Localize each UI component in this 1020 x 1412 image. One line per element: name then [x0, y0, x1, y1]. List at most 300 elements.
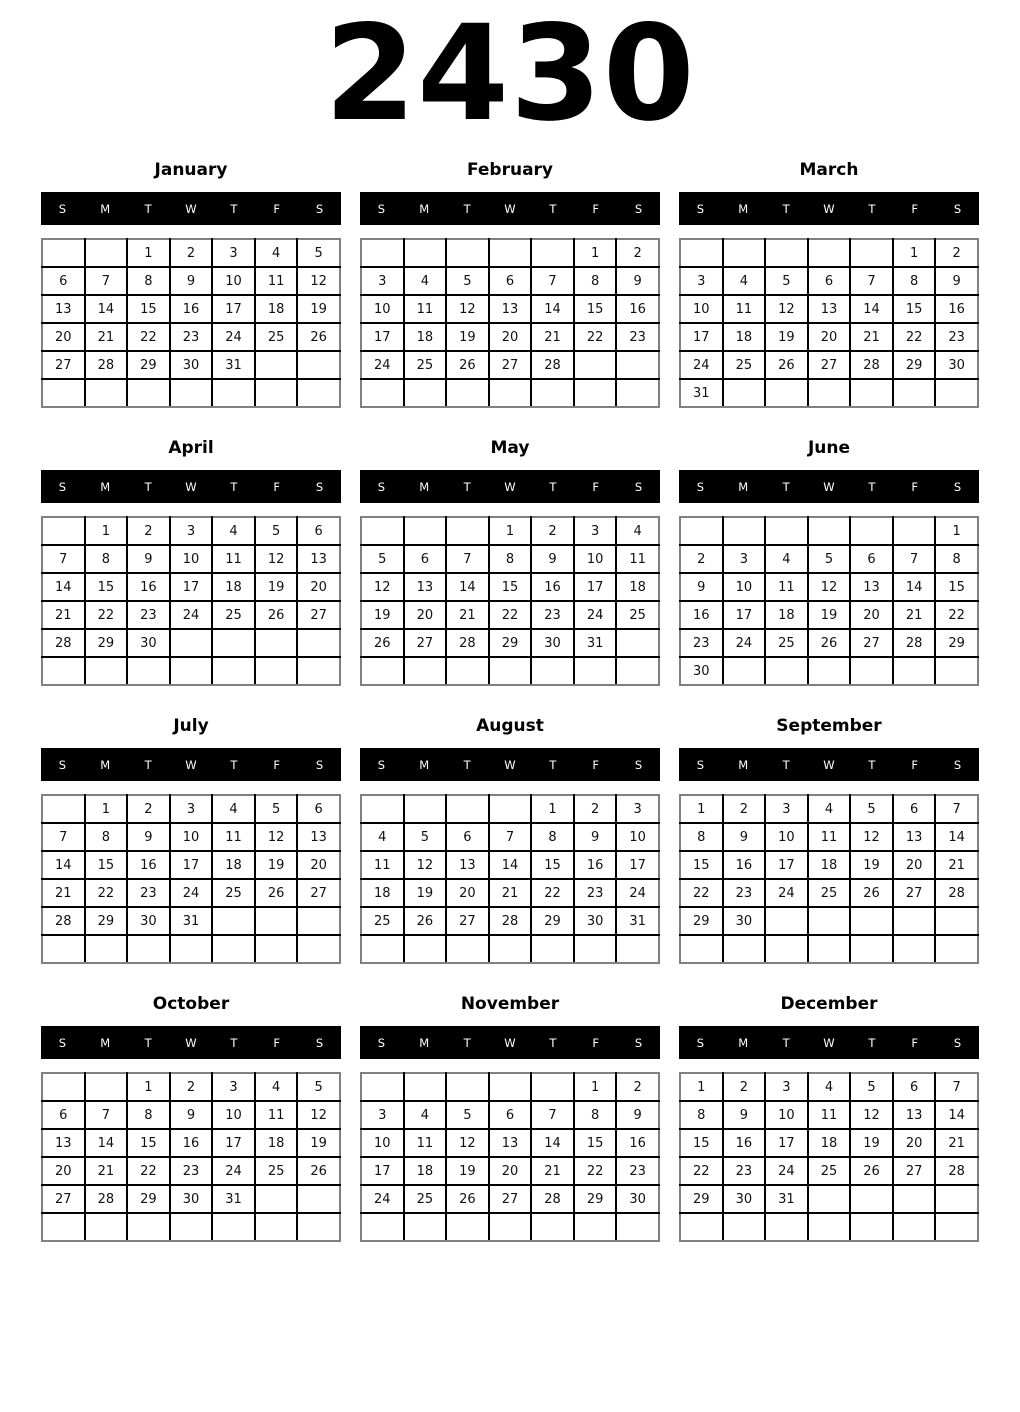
day-cell: 11 [723, 295, 766, 323]
day-cell: 27 [489, 1185, 532, 1213]
empty-day-cell [255, 629, 298, 657]
empty-day-cell [680, 1213, 723, 1241]
day-cell: 29 [680, 1185, 723, 1213]
empty-day-cell [212, 657, 255, 685]
day-of-week-label: T [549, 757, 557, 772]
day-cell: 18 [404, 323, 447, 351]
week-row [361, 379, 659, 407]
day-cell: 4 [765, 545, 808, 573]
day-of-week-label: T [230, 757, 238, 772]
empty-day-cell [255, 1185, 298, 1213]
day-cell: 10 [765, 823, 808, 851]
empty-day-cell [446, 935, 489, 963]
day-cell: 28 [935, 1157, 978, 1185]
day-cell: 26 [361, 629, 404, 657]
day-cell: 28 [850, 351, 893, 379]
month-october [41, 994, 341, 1242]
day-cell: 6 [404, 545, 447, 573]
day-cell: 3 [212, 1073, 255, 1101]
day-cell: 17 [723, 601, 766, 629]
day-of-week-label: S [634, 479, 643, 494]
day-cell: 18 [808, 1129, 851, 1157]
day-cell: 7 [935, 1073, 978, 1101]
week-row [361, 601, 659, 629]
day-cell: 20 [893, 851, 936, 879]
day-cell: 17 [361, 1157, 404, 1185]
day-cell: 31 [212, 1185, 255, 1213]
day-cell: 10 [361, 295, 404, 323]
week-row [42, 851, 340, 879]
day-cell: 1 [574, 239, 617, 267]
day-cell: 8 [85, 545, 128, 573]
empty-day-cell [489, 239, 532, 267]
week-row [42, 935, 340, 963]
day-cell: 24 [765, 1157, 808, 1185]
empty-day-cell [446, 239, 489, 267]
empty-day-cell [808, 907, 851, 935]
empty-day-cell [404, 795, 447, 823]
day-of-week-label: M [100, 757, 111, 772]
day-cell: 6 [489, 1101, 532, 1129]
day-cell: 29 [531, 907, 574, 935]
empty-day-cell [255, 657, 298, 685]
empty-day-cell [297, 907, 340, 935]
day-of-week-label: F [911, 479, 919, 494]
day-cell: 9 [531, 545, 574, 573]
day-cell: 19 [446, 323, 489, 351]
day-cell: 29 [85, 907, 128, 935]
empty-day-cell [765, 935, 808, 963]
day-cell: 24 [723, 629, 766, 657]
day-of-week-label: W [823, 479, 835, 494]
empty-day-cell [531, 239, 574, 267]
day-cell: 24 [170, 879, 213, 907]
day-cell: 19 [850, 851, 893, 879]
week-row [361, 295, 659, 323]
day-cell: 8 [127, 267, 170, 295]
day-of-week-label: T [868, 479, 876, 494]
day-cell: 26 [297, 323, 340, 351]
day-cell: 25 [255, 1157, 298, 1185]
week-row [680, 1185, 978, 1213]
day-cell: 30 [723, 907, 766, 935]
day-cell: 2 [127, 517, 170, 545]
week-row [680, 1157, 978, 1185]
empty-day-cell [935, 1185, 978, 1213]
day-cell: 2 [723, 1073, 766, 1101]
day-cell: 7 [42, 823, 85, 851]
empty-day-cell [85, 1073, 128, 1101]
empty-day-cell [893, 379, 936, 407]
empty-day-cell [255, 351, 298, 379]
day-cell: 19 [297, 295, 340, 323]
day-cell: 5 [850, 795, 893, 823]
day-cell: 20 [489, 1157, 532, 1185]
week-row [680, 1129, 978, 1157]
week-row [680, 1073, 978, 1101]
empty-day-cell [808, 517, 851, 545]
empty-day-cell [255, 379, 298, 407]
day-of-week-label: W [185, 201, 197, 216]
empty-day-cell [808, 239, 851, 267]
empty-day-cell [85, 379, 128, 407]
day-cell: 14 [85, 295, 128, 323]
day-cell: 31 [616, 907, 659, 935]
day-cell: 21 [42, 601, 85, 629]
day-cell: 23 [616, 323, 659, 351]
empty-day-cell [170, 935, 213, 963]
day-cell: 10 [574, 545, 617, 573]
day-of-week-label: S [953, 1035, 962, 1050]
day-of-week-label: T [463, 479, 471, 494]
month-table [41, 516, 341, 686]
day-cell: 13 [489, 1129, 532, 1157]
day-cell: 24 [616, 879, 659, 907]
month-january [41, 160, 341, 408]
day-of-week-header [679, 470, 979, 503]
day-of-week-label: T [782, 1035, 790, 1050]
empty-day-cell [850, 239, 893, 267]
day-cell: 19 [255, 851, 298, 879]
empty-day-cell [723, 239, 766, 267]
day-of-week-label: F [273, 201, 281, 216]
day-cell: 1 [893, 239, 936, 267]
day-cell: 16 [574, 851, 617, 879]
day-cell: 7 [850, 267, 893, 295]
day-of-week-label: T [463, 757, 471, 772]
day-cell: 27 [404, 629, 447, 657]
empty-day-cell [808, 1185, 851, 1213]
day-cell: 12 [850, 1101, 893, 1129]
day-cell: 27 [42, 351, 85, 379]
empty-day-cell [170, 629, 213, 657]
day-cell: 18 [616, 573, 659, 601]
day-cell: 11 [808, 1101, 851, 1129]
day-cell: 13 [850, 573, 893, 601]
week-row [361, 1213, 659, 1241]
day-of-week-label: F [592, 479, 600, 494]
day-cell: 11 [212, 545, 255, 573]
day-cell: 9 [127, 823, 170, 851]
month-table [679, 516, 979, 686]
day-cell: 19 [765, 323, 808, 351]
day-cell: 12 [297, 1101, 340, 1129]
month-table [360, 794, 660, 964]
empty-day-cell [361, 657, 404, 685]
week-row [42, 1073, 340, 1101]
day-cell: 4 [361, 823, 404, 851]
day-cell: 5 [446, 267, 489, 295]
day-cell: 18 [212, 851, 255, 879]
day-cell: 3 [170, 517, 213, 545]
day-cell: 1 [127, 1073, 170, 1101]
day-of-week-label: M [738, 1035, 749, 1050]
day-cell: 30 [170, 1185, 213, 1213]
day-cell: 10 [616, 823, 659, 851]
day-of-week-label: S [58, 201, 67, 216]
day-cell: 12 [808, 573, 851, 601]
day-cell: 14 [935, 823, 978, 851]
day-cell: 7 [893, 545, 936, 573]
day-of-week-label: W [185, 479, 197, 494]
day-cell: 15 [531, 851, 574, 879]
empty-day-cell [446, 517, 489, 545]
day-cell: 7 [531, 267, 574, 295]
day-cell: 20 [42, 323, 85, 351]
day-cell: 30 [531, 629, 574, 657]
day-cell: 9 [616, 1101, 659, 1129]
day-cell: 26 [404, 907, 447, 935]
day-cell: 20 [893, 1129, 936, 1157]
empty-day-cell [42, 795, 85, 823]
day-cell: 31 [765, 1185, 808, 1213]
day-cell: 18 [255, 1129, 298, 1157]
empty-day-cell [170, 379, 213, 407]
empty-day-cell [404, 239, 447, 267]
empty-day-cell [42, 1073, 85, 1101]
day-cell: 27 [850, 629, 893, 657]
day-of-week-label: W [823, 757, 835, 772]
day-of-week-header [41, 1026, 341, 1059]
day-of-week-label: S [315, 201, 324, 216]
day-cell: 15 [489, 573, 532, 601]
day-cell: 3 [616, 795, 659, 823]
day-cell: 9 [127, 545, 170, 573]
empty-day-cell [616, 657, 659, 685]
day-cell: 5 [297, 1073, 340, 1101]
day-cell: 7 [85, 267, 128, 295]
empty-day-cell [361, 795, 404, 823]
day-cell: 9 [723, 823, 766, 851]
day-cell: 30 [616, 1185, 659, 1213]
day-of-week-label: M [738, 201, 749, 216]
day-of-week-label: S [696, 1035, 705, 1050]
day-cell: 30 [127, 629, 170, 657]
day-cell: 8 [680, 1101, 723, 1129]
day-cell: 23 [616, 1157, 659, 1185]
empty-day-cell [127, 935, 170, 963]
day-cell: 11 [616, 545, 659, 573]
week-row [42, 239, 340, 267]
week-row [361, 907, 659, 935]
empty-day-cell [212, 907, 255, 935]
day-cell: 23 [723, 1157, 766, 1185]
day-cell: 23 [680, 629, 723, 657]
day-of-week-header [360, 192, 660, 225]
week-row [680, 573, 978, 601]
day-cell: 26 [765, 351, 808, 379]
day-cell: 28 [42, 629, 85, 657]
day-cell: 10 [723, 573, 766, 601]
empty-day-cell [531, 379, 574, 407]
day-of-week-label: T [144, 201, 152, 216]
day-cell: 1 [85, 795, 128, 823]
week-row [680, 879, 978, 907]
empty-day-cell [723, 935, 766, 963]
day-cell: 4 [255, 1073, 298, 1101]
day-cell: 26 [446, 1185, 489, 1213]
week-row [361, 879, 659, 907]
day-cell: 1 [680, 795, 723, 823]
week-row [361, 1157, 659, 1185]
day-cell: 14 [935, 1101, 978, 1129]
day-cell: 29 [935, 629, 978, 657]
day-cell: 27 [489, 351, 532, 379]
day-cell: 17 [765, 851, 808, 879]
empty-day-cell [127, 1213, 170, 1241]
day-cell: 20 [297, 851, 340, 879]
day-cell: 5 [850, 1073, 893, 1101]
day-cell: 29 [489, 629, 532, 657]
day-of-week-label: W [504, 479, 516, 494]
week-row [361, 657, 659, 685]
day-cell: 23 [935, 323, 978, 351]
day-of-week-label: S [315, 479, 324, 494]
day-cell: 31 [574, 629, 617, 657]
empty-day-cell [765, 657, 808, 685]
week-row [361, 1185, 659, 1213]
day-cell: 25 [808, 879, 851, 907]
day-cell: 14 [893, 573, 936, 601]
week-row [361, 1101, 659, 1129]
day-cell: 17 [212, 295, 255, 323]
day-cell: 17 [212, 1129, 255, 1157]
day-cell: 27 [42, 1185, 85, 1213]
empty-day-cell [808, 935, 851, 963]
day-cell: 22 [680, 1157, 723, 1185]
empty-day-cell [935, 907, 978, 935]
empty-day-cell [850, 517, 893, 545]
month-name: April [168, 438, 214, 458]
week-row [361, 545, 659, 573]
day-cell: 10 [170, 545, 213, 573]
day-of-week-label: M [419, 479, 430, 494]
week-row [361, 1073, 659, 1101]
day-cell: 18 [765, 601, 808, 629]
day-cell: 24 [361, 1185, 404, 1213]
empty-day-cell [850, 657, 893, 685]
day-of-week-label: S [696, 479, 705, 494]
week-row [42, 1129, 340, 1157]
day-cell: 7 [446, 545, 489, 573]
day-cell: 12 [765, 295, 808, 323]
month-september [679, 716, 979, 964]
day-cell: 28 [489, 907, 532, 935]
day-cell: 11 [212, 823, 255, 851]
day-cell: 24 [212, 323, 255, 351]
week-row [680, 629, 978, 657]
day-of-week-label: F [911, 757, 919, 772]
day-cell: 13 [42, 1129, 85, 1157]
day-cell: 22 [127, 1157, 170, 1185]
day-of-week-label: T [868, 1035, 876, 1050]
day-cell: 12 [297, 267, 340, 295]
empty-day-cell [574, 1213, 617, 1241]
day-cell: 6 [297, 795, 340, 823]
week-row [361, 629, 659, 657]
empty-day-cell [212, 1213, 255, 1241]
day-cell: 13 [893, 1101, 936, 1129]
empty-day-cell [489, 379, 532, 407]
day-cell: 16 [935, 295, 978, 323]
day-cell: 30 [723, 1185, 766, 1213]
day-cell: 1 [489, 517, 532, 545]
day-cell: 3 [361, 267, 404, 295]
week-row [680, 379, 978, 407]
day-cell: 14 [850, 295, 893, 323]
month-name: August [476, 716, 544, 736]
day-cell: 27 [893, 1157, 936, 1185]
day-cell: 26 [297, 1157, 340, 1185]
empty-day-cell [574, 351, 617, 379]
day-cell: 27 [297, 879, 340, 907]
day-cell: 15 [935, 573, 978, 601]
empty-day-cell [765, 379, 808, 407]
month-march [679, 160, 979, 408]
week-row [680, 657, 978, 685]
empty-day-cell [850, 379, 893, 407]
day-cell: 25 [255, 323, 298, 351]
empty-day-cell [489, 935, 532, 963]
day-cell: 13 [808, 295, 851, 323]
day-of-week-label: T [868, 757, 876, 772]
day-cell: 25 [723, 351, 766, 379]
empty-day-cell [446, 657, 489, 685]
day-cell: 22 [574, 323, 617, 351]
week-row [361, 267, 659, 295]
week-row [680, 239, 978, 267]
week-row [361, 851, 659, 879]
month-november [360, 994, 660, 1242]
day-cell: 22 [574, 1157, 617, 1185]
day-of-week-label: S [634, 1035, 643, 1050]
empty-day-cell [935, 657, 978, 685]
day-cell: 12 [255, 823, 298, 851]
day-cell: 31 [212, 351, 255, 379]
day-cell: 31 [170, 907, 213, 935]
day-cell: 21 [935, 851, 978, 879]
day-cell: 9 [170, 1101, 213, 1129]
day-cell: 4 [404, 1101, 447, 1129]
day-of-week-label: M [738, 479, 749, 494]
month-june [679, 438, 979, 686]
day-cell: 23 [170, 323, 213, 351]
day-cell: 26 [850, 1157, 893, 1185]
week-row [42, 657, 340, 685]
day-cell: 1 [680, 1073, 723, 1101]
day-cell: 13 [297, 823, 340, 851]
week-row [680, 601, 978, 629]
day-cell: 18 [255, 295, 298, 323]
empty-day-cell [297, 657, 340, 685]
day-cell: 4 [212, 795, 255, 823]
week-row [42, 601, 340, 629]
empty-day-cell [531, 935, 574, 963]
day-cell: 2 [574, 795, 617, 823]
day-cell: 9 [680, 573, 723, 601]
day-cell: 5 [297, 239, 340, 267]
day-cell: 7 [531, 1101, 574, 1129]
empty-day-cell [489, 1213, 532, 1241]
month-table [41, 1072, 341, 1242]
day-cell: 2 [723, 795, 766, 823]
day-of-week-label: M [100, 201, 111, 216]
empty-day-cell [850, 935, 893, 963]
day-cell: 11 [808, 823, 851, 851]
day-cell: 28 [446, 629, 489, 657]
empty-day-cell [446, 795, 489, 823]
week-row [680, 323, 978, 351]
